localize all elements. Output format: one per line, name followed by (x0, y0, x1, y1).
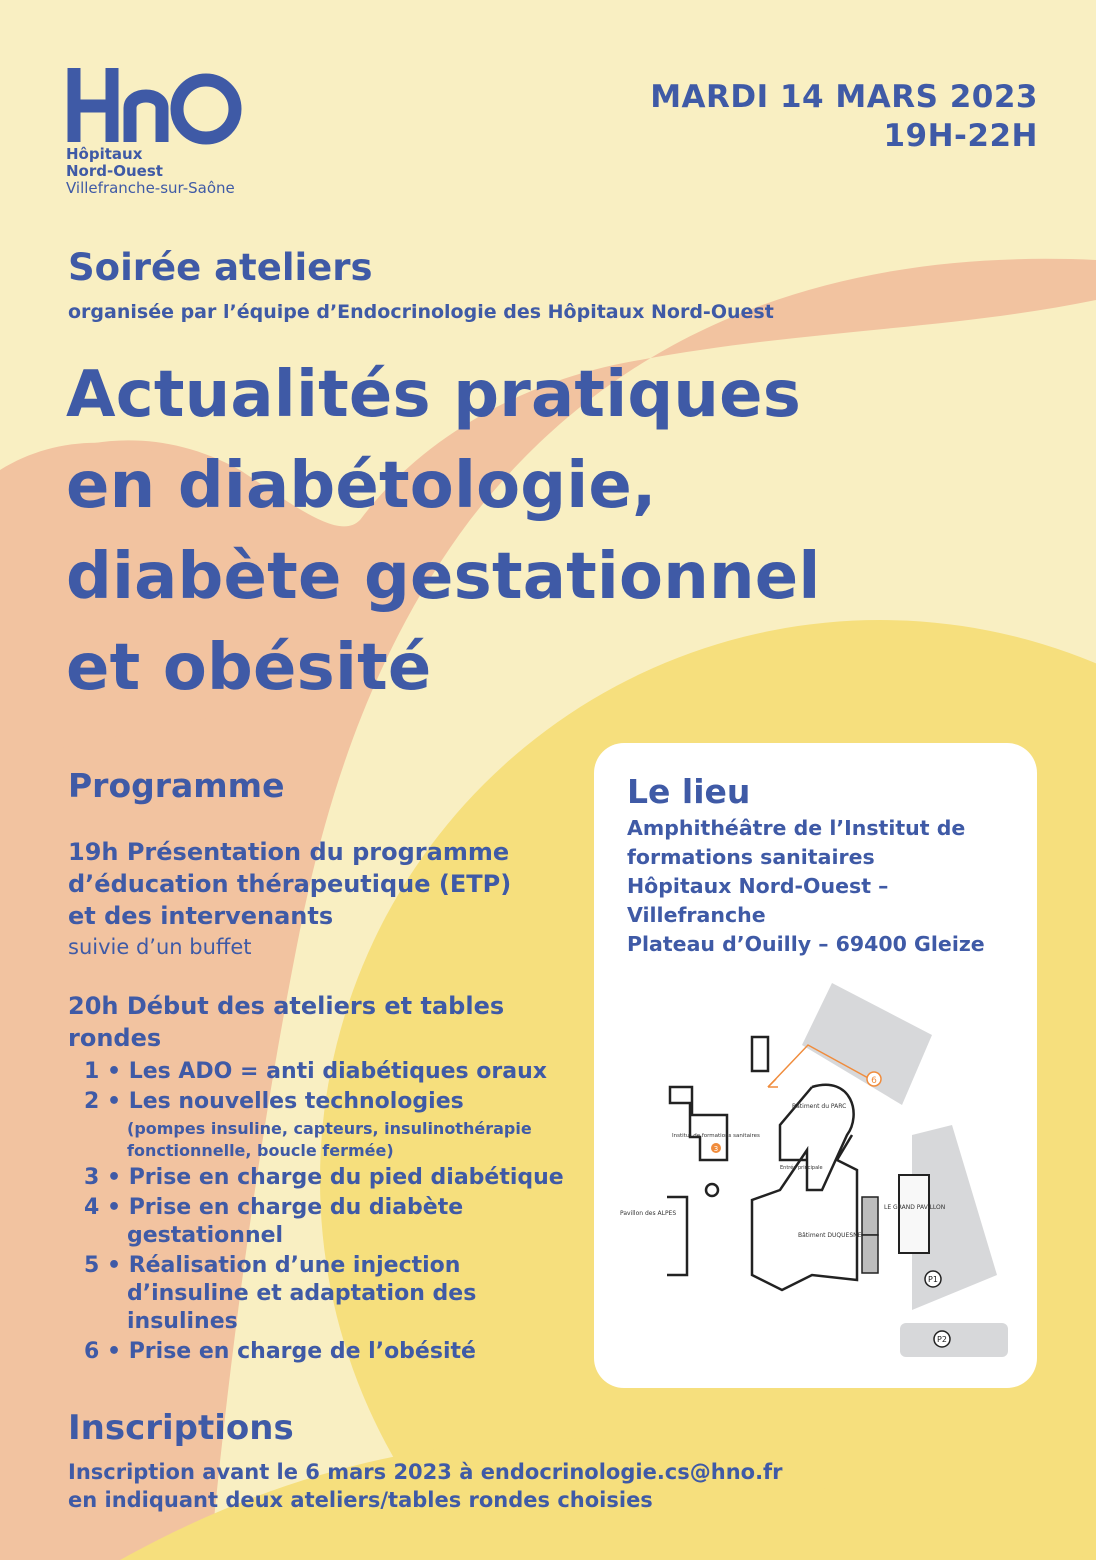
workshop-6-line-1: 6 • Prise en charge de l’obésité (84, 1339, 476, 1364)
venue-line-5: Plateau d’Ouilly – 69400 Gleize (627, 932, 985, 956)
venue-address (627, 814, 1027, 959)
programme-19h-line-2: d’éducation thérapeutique (ETP) (68, 870, 512, 898)
map-label-entree: Entrée principale (780, 1165, 823, 1171)
workshop-item-3 (84, 1164, 604, 1192)
workshop-item-6 (84, 1338, 604, 1366)
inscriptions-text (68, 1458, 783, 1514)
map-marker-top: 6 (871, 1076, 877, 1086)
venue-line-4: Villefranche (627, 903, 766, 927)
programme-19h-sub: suivie d’un buffet (68, 935, 252, 959)
workshop-2-line-1: 2 • Les nouvelles technologies (84, 1089, 464, 1114)
workshop-item-4 (84, 1194, 604, 1250)
title-line-4: et obésité (66, 631, 432, 705)
title-line-2: en diabétologie, (66, 449, 657, 523)
workshop-1-line-1: 1 • Les ADO = anti diabétiques oraux (84, 1059, 547, 1084)
map-label-duquesne: Bâtiment DUQUESNE (798, 1232, 862, 1239)
map-parking-p2 (900, 1323, 1008, 1357)
title-line-1: Actualités pratiques (66, 358, 802, 432)
event-title (66, 350, 1026, 714)
workshop-2-note-1: (pompes insuline, capteurs, insulinothérapie (127, 1119, 532, 1138)
map-central-building (752, 1085, 857, 1290)
workshop-list (84, 1058, 604, 1366)
programme-19h-line-1: 19h Présentation du programme (68, 838, 510, 866)
workshop-3-line-1: 3 • Prise en charge du pied diabétique (84, 1165, 564, 1190)
logo-line-3: Villefranche-sur-Saône (66, 179, 235, 197)
map-alpes-building (667, 1197, 687, 1275)
map-label-alpes: Pavillon des ALPES (620, 1210, 677, 1217)
event-kind: Soirée ateliers (68, 246, 373, 289)
programme-20h-line-1: 20h Début des ateliers et tables (68, 992, 505, 1020)
workshop-item-1 (84, 1058, 604, 1086)
venue-heading: Le lieu (627, 772, 751, 811)
map-label-ifs: Institut de formations sanitaires (672, 1133, 760, 1139)
event-time: 19H-22H (883, 118, 1038, 154)
programme-block-19h (68, 836, 588, 962)
event-date: MARDI 14 MARS 2023 (650, 79, 1038, 115)
map-p1-label: P1 (928, 1275, 938, 1284)
inscriptions-line-2: en indiquant deux ateliers/tables rondes choisies (68, 1488, 653, 1512)
hno-logo-mark (66, 64, 242, 146)
inscriptions-line-1[interactable]: Inscription avant le 6 mars 2023 à endocrinologie.cs@hno.fr (68, 1460, 783, 1484)
site-map (612, 975, 1027, 1370)
map-top-building (802, 983, 932, 1105)
logo-line-1: Hôpitaux (66, 145, 143, 163)
logo-line-2: Nord-Ouest (66, 162, 163, 180)
event-date-time (650, 78, 1038, 156)
programme-20h-line-2: rondes (68, 1024, 162, 1052)
event-organizer: organisée par l’équipe d’Endocrinologie des Hôpitaux Nord-Ouest (68, 301, 774, 323)
title-line-3: diabète gestationnel (66, 540, 821, 614)
workshop-5-line-1: 5 • Réalisation d’une injection (84, 1253, 461, 1278)
workshop-5-line-2: d’insuline et adaptation des (127, 1281, 477, 1306)
workshop-item-5 (84, 1252, 604, 1336)
venue-line-3: Hôpitaux Nord-Ouest – (627, 874, 889, 898)
venue-line-1: Amphithéâtre de l’Institut de (627, 816, 966, 840)
hno-logo (66, 64, 306, 197)
workshop-item-2 (84, 1088, 604, 1162)
programme-heading: Programme (68, 766, 285, 805)
map-p2-label: P2 (937, 1335, 947, 1344)
map-label-grand-pavillon: LE GRAND PAVILLON (884, 1204, 946, 1211)
workshop-5-line-3: insulines (127, 1309, 238, 1334)
inscriptions-heading: Inscriptions (68, 1408, 294, 1448)
map-marker-ifs: 3 (713, 1145, 719, 1153)
programme-19h-line-3: et des intervenants (68, 902, 334, 930)
workshop-2-note-2: fonctionnelle, boucle fermée) (127, 1141, 394, 1160)
workshop-4-line-1: 4 • Prise en charge du diabète (84, 1195, 464, 1220)
venue-line-2: formations sanitaires (627, 845, 875, 869)
workshop-4-line-2: gestationnel (127, 1223, 284, 1248)
programme-block-20h (68, 990, 588, 1054)
map-label-parc: Bâtiment du PARC (792, 1103, 847, 1110)
